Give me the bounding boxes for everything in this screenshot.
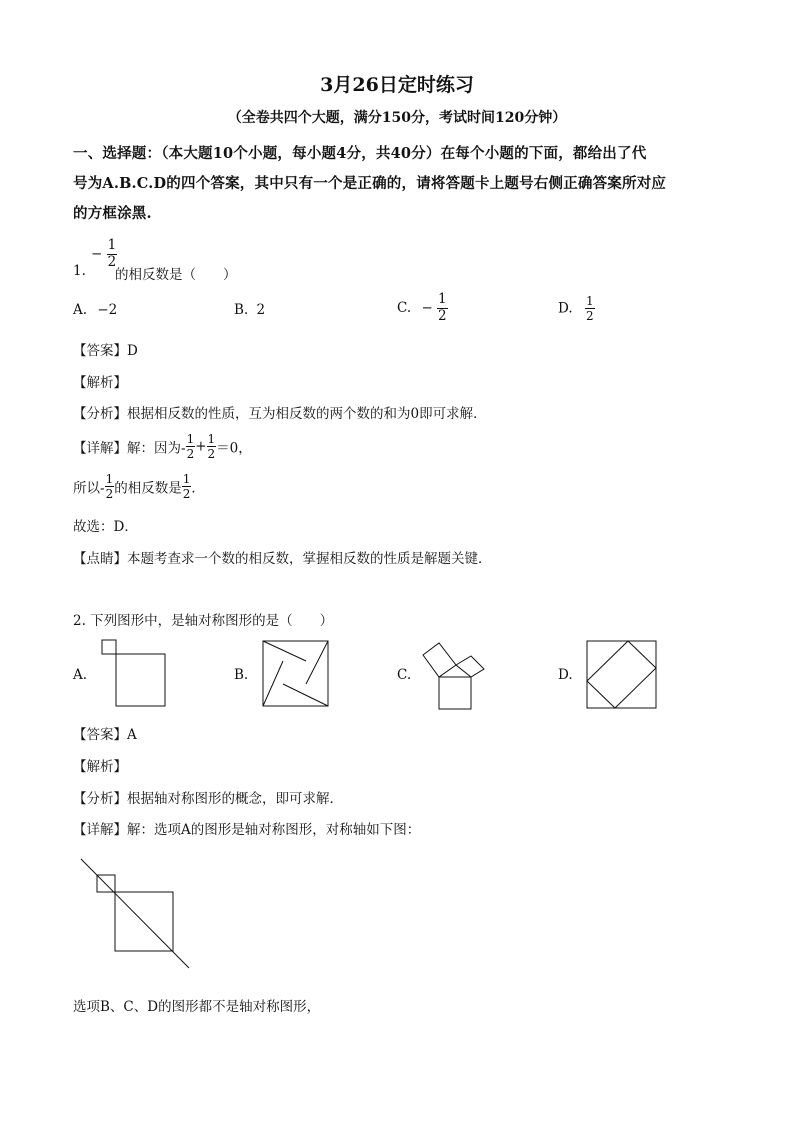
q2-symmetry-axis-figure <box>78 858 193 970</box>
q2-fenxi: 【分析】根据轴对称图形的概念，即可求解． <box>73 791 343 807</box>
q1-option-b <box>234 302 265 318</box>
q2-c-right-square <box>456 656 484 677</box>
q1-dianjing: 【点睛】本题考查求一个数的相反数，掌握相反数的性质是解题关键． <box>73 551 492 567</box>
page-title: 3月26日定时练习 <box>320 74 474 96</box>
section-instruction-line-1: 一、选择题：（本大题10个小题，每小题4分，共40分）在每个小题的下面，都给出了代 <box>73 145 647 162</box>
q1-xiangjie-prefix: 【详解】解：因为- <box>73 440 186 457</box>
q2-b-line-4 <box>263 661 283 706</box>
q1-option-d-den: 2 <box>585 309 594 323</box>
q2-option-d-figure <box>586 640 658 710</box>
q1-option-c-frac <box>437 293 448 323</box>
q2-axis-large-square <box>115 892 173 951</box>
q1-xiangjie-num-2: 1 <box>207 432 216 446</box>
q1-xiangjie-num-1: 1 <box>186 432 195 446</box>
q1-answer: 【答案】D <box>73 343 138 359</box>
q1-suoyi-frac-2 <box>182 473 192 500</box>
q1-guxuan: 故选：D． <box>73 519 138 535</box>
q1-suoyi-den-1: 2 <box>105 487 114 501</box>
q1-option-c-num: 1 <box>438 291 447 307</box>
q2-a-large-square <box>116 654 165 706</box>
q2-option-a-figure <box>96 638 168 710</box>
q2-b-inner-square <box>283 661 306 684</box>
q2-d-outer-square <box>587 641 656 708</box>
q1-xiangjie-den-1: 2 <box>186 447 195 461</box>
q2-b-line-3 <box>283 684 328 706</box>
q1-option-d-label: D. <box>558 300 573 317</box>
q2-option-c-figure <box>420 636 492 712</box>
q2-b-outer-square <box>263 641 328 706</box>
q1-suoyi-suffix: ． <box>191 480 205 497</box>
q2-xiangjie: 【详解】解：选项A的图形是轴对称图形，对称轴如下图： <box>73 822 421 838</box>
q2-conclusion: 选项B、C、D的图形都不是轴对称图形， <box>73 999 321 1015</box>
q1-frac-sign: − <box>91 246 103 262</box>
q2-b-line-2 <box>306 641 328 684</box>
q1-option-c-sign: − <box>421 300 433 316</box>
q1-suoyi-frac-1 <box>105 473 115 500</box>
q1-option-b-label: B. <box>234 302 249 318</box>
q2-answer: 【答案】A <box>73 727 137 743</box>
q1-option-d-frac <box>585 295 595 322</box>
q1-suoyi-num-2: 1 <box>182 472 191 486</box>
q2-d-inner-square <box>587 641 656 708</box>
q1-xiangjie-den-2: 2 <box>207 447 216 461</box>
q2-option-b-label: B. <box>234 667 249 683</box>
q1-suoyi-num-1: 1 <box>105 472 114 486</box>
q2-stem: 2. 下列图形中，是轴对称图形的是（ ） <box>73 613 334 629</box>
q1-option-d-num: 1 <box>585 294 594 308</box>
section-instruction-line-2: 号为A.B.C.D的四个答案，其中只有一个是正确的，请将答题卡上题号右侧正确答案所对应 <box>73 175 667 192</box>
q1-option-a <box>73 302 117 318</box>
q1-frac-num: 1 <box>107 237 117 253</box>
q1-option-c <box>397 293 448 323</box>
q1-stem-text: 的相反数是（ ） <box>115 267 237 283</box>
q1-suoyi-den-2: 2 <box>182 487 191 501</box>
q1-option-b-value: 2 <box>256 302 266 318</box>
q1-option-d <box>558 295 595 322</box>
q2-a-small-square <box>102 640 116 654</box>
q1-option-c-label: C. <box>397 300 412 316</box>
q1-number: 1. <box>73 263 86 279</box>
q2-option-d-label: D. <box>558 667 573 683</box>
q1-xiangjie-frac-2 <box>207 433 217 460</box>
q1-option-a-label: A. <box>73 302 88 318</box>
q1-suoyi-mid: 的相反数是 <box>114 480 182 497</box>
q1-analysis-heading: 【解析】 <box>73 375 127 391</box>
q2-analysis-heading: 【解析】 <box>73 759 127 775</box>
q2-b-line-1 <box>263 641 306 661</box>
q1-frac-den: 2 <box>107 253 117 270</box>
q2-c-bottom-square <box>439 677 471 709</box>
q1-suoyi-prefix: 所以- <box>73 480 105 497</box>
q1-option-a-value: −2 <box>97 302 118 318</box>
q1-xiangjie <box>73 433 252 460</box>
q1-xiangjie-plus: + <box>195 438 207 455</box>
q1-fraction <box>91 239 117 269</box>
section-instruction-line-3: 的方框涂黑. <box>73 205 152 222</box>
q1-fenxi: 【分析】根据相反数的性质，互为相反数的两个数的和为0即可求解． <box>73 406 487 422</box>
q2-option-b-figure <box>262 640 330 708</box>
q2-option-a-label: A. <box>73 667 88 683</box>
q1-option-c-den: 2 <box>438 307 447 324</box>
q1-suoyi <box>73 473 205 500</box>
q1-xiangjie-frac-1 <box>186 433 196 460</box>
q1-xiangjie-suffix: ＝0， <box>216 440 252 457</box>
q2-option-c-label: C. <box>397 667 412 683</box>
page-subtitle: （全卷共四个大题，满分150分，考试时间120分钟） <box>227 110 567 126</box>
q2-c-left-square <box>423 643 456 677</box>
